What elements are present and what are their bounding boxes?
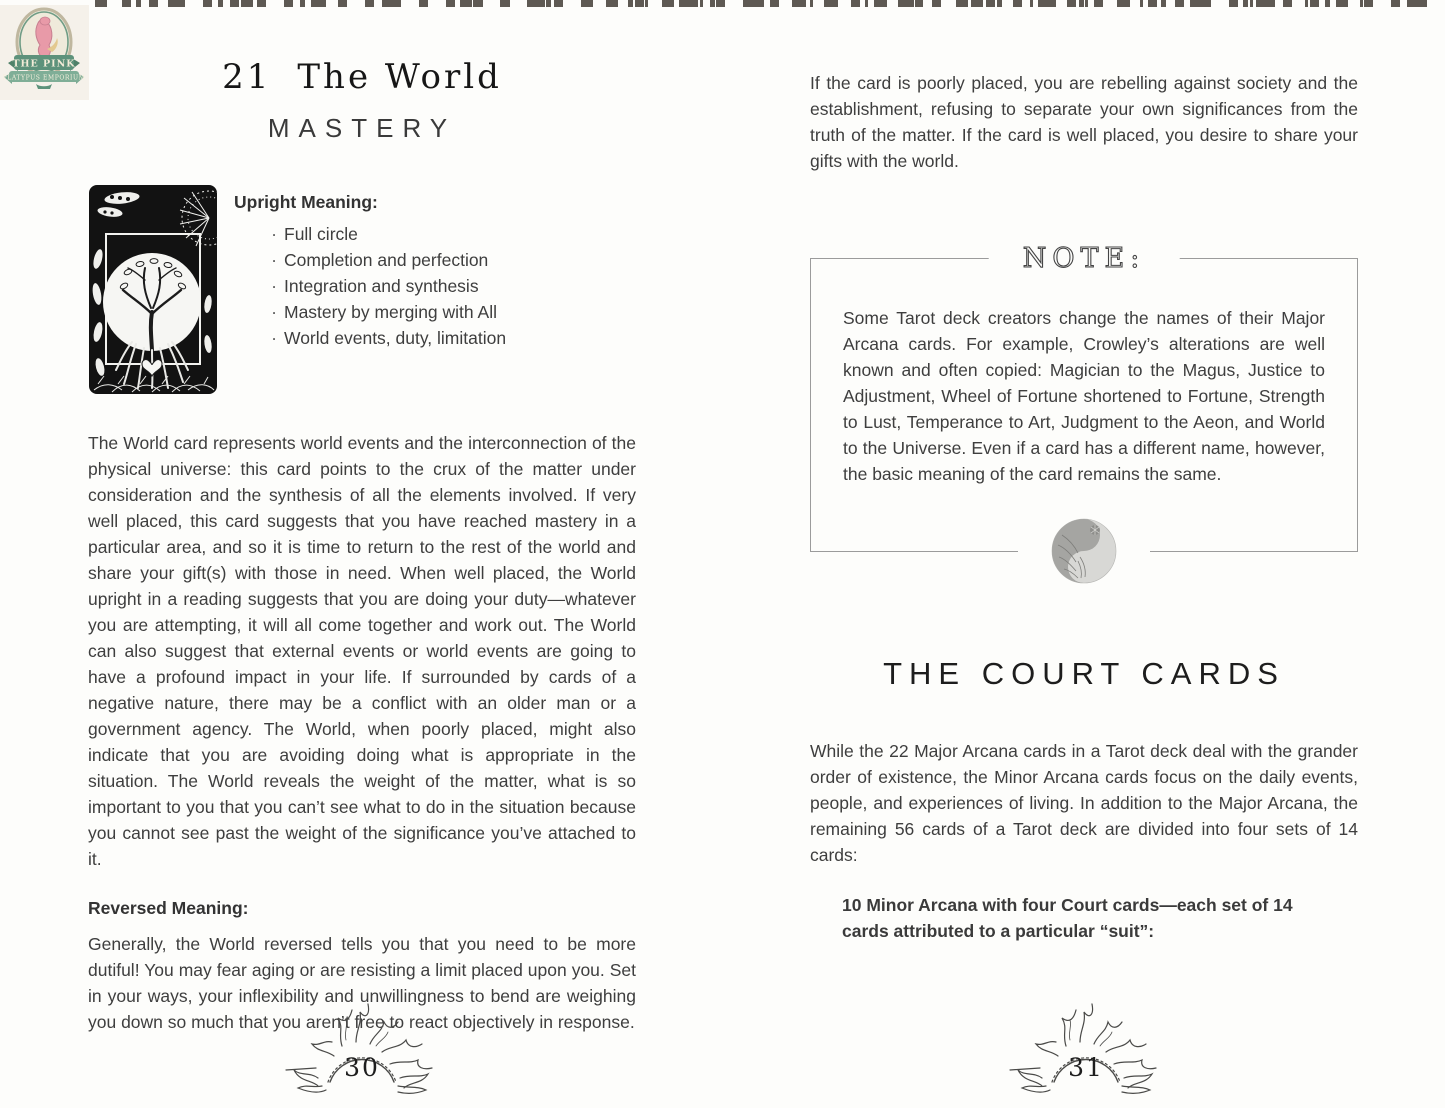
world-card-illustration-icon <box>88 184 218 395</box>
reversed-meaning-heading: Reversed Meaning: <box>88 898 249 918</box>
bullet-label: Completion and perfection <box>284 250 489 270</box>
upright-meaning-heading: Upright Meaning: <box>234 192 378 212</box>
list-item <box>234 247 506 273</box>
section-title: THE COURT CARDS <box>883 656 1285 691</box>
list-item <box>234 273 506 299</box>
body-paragraph: If the card is poorly placed, you are rebelling against society and the establishment, refusing to separate your own significances from the truth of the matter. If the card is well placed, you desire to share your gifts with the world. <box>810 73 1358 171</box>
bullet-icon: · <box>271 224 277 244</box>
bullet-icon: · <box>271 302 277 322</box>
bullet-label: Integration and synthesis <box>284 276 479 296</box>
right-page-footer <box>1006 990 1166 1100</box>
left-page-footer <box>282 990 442 1100</box>
world-tarot-card-image <box>88 184 218 400</box>
sun-ornament-icon <box>1006 990 1166 1100</box>
upright-bullet-list <box>234 221 506 351</box>
page-number: 31 <box>1068 1053 1104 1082</box>
sun-ornament-icon <box>282 990 442 1100</box>
list-item <box>234 325 506 351</box>
note-box <box>810 243 1358 552</box>
list-item <box>234 221 506 247</box>
left-page <box>88 0 636 1035</box>
chapter-subtitle: MASTERY <box>267 113 457 143</box>
card-and-meanings-row <box>88 184 636 400</box>
body-paragraph: While the 22 Major Arcana cards in a Tarot deck deal with the grander order of existence, the Minor Arcana cards focus on the daily events, people, and experiences of living. In addition to the Major Arcana, the remaining 56 cards of a Tarot deck are divided into four sets of 14 cards: <box>810 741 1358 865</box>
chapter-number: 21 <box>222 57 272 97</box>
minor-arcana-note-paragraph: 10 Minor Arcana with four Court cards—each set of 14 cards attributed to a particular “suit”: <box>842 895 1293 941</box>
bullet-label: Mastery by merging with All <box>284 302 497 322</box>
logo-line2: PLATYPUS EMPORIUM <box>2 74 86 82</box>
chapter-name: The World <box>297 57 502 97</box>
upright-meaning-block <box>234 184 506 400</box>
note-body-paragraph: Some Tarot deck creators change the names of their Major Arcana cards. For example, Crowley’s alterations are well known and often copied: Magician to the Magus, Justice to Adjustment, Wheel of Fortune shortened to Fortune, Strength to Lust, Temperance to Art, Judgment to the Aeon, and World to the Universe. Even if a card has a different name, however, the basic meaning of the card remains the same. <box>843 308 1325 484</box>
bullet-icon: · <box>271 328 277 348</box>
list-item <box>234 299 506 325</box>
pink-platypus-logo-icon <box>0 5 89 100</box>
bullet-icon: · <box>271 250 277 270</box>
note-label: NOTE: <box>989 243 1180 274</box>
body-paragraph: The World card represents world events and the interconnection of the physical universe: this card points to the crux of the matter under consideration and the synthesis of all the elements involved. If very well placed, this card suggests that you have reached mastery in a particular area, and so it is time to return to the rest of the world and share your gift(s) with those in need. When well placed, the World upright in a reading suggests that you are doing your duty—whatever you are attempting, it will all come together and work out. The World can also suggest that external events or world events are going to have a profound impact in your life. If surrounded by cards of a negative nature, there may be a conflict with an older man or a government agency. The World, when poorly placed, might also indicate that you are avoiding doing what is appropriate in the situation. The World reveals the weight of the matter, what is so important to you that you can’t see what to do in the situation because you cannot see past the weight of the significance you’ve attached to it. <box>88 433 636 869</box>
right-page <box>810 0 1358 962</box>
yin-yang-moon-icon <box>1050 517 1118 585</box>
page-number: 30 <box>344 1053 380 1082</box>
logo-line1: THE PINK <box>12 58 76 70</box>
publisher-logo <box>0 5 89 100</box>
bullet-label: Full circle <box>284 224 358 244</box>
yin-yang-moon-ornament <box>1018 517 1150 585</box>
bullet-label: World events, duty, limitation <box>284 328 507 348</box>
body-paragraph: Generally, the World reversed tells you that you need to be more dutiful! You may fear aging or are resisting a limit placed upon you. Set in your ways, your inflexibility and unwillingness to bend are weighing you down so much that you aren’t free to react objectively in response. <box>88 934 636 1032</box>
chapter-heading <box>88 57 636 97</box>
bullet-icon: · <box>271 276 277 296</box>
